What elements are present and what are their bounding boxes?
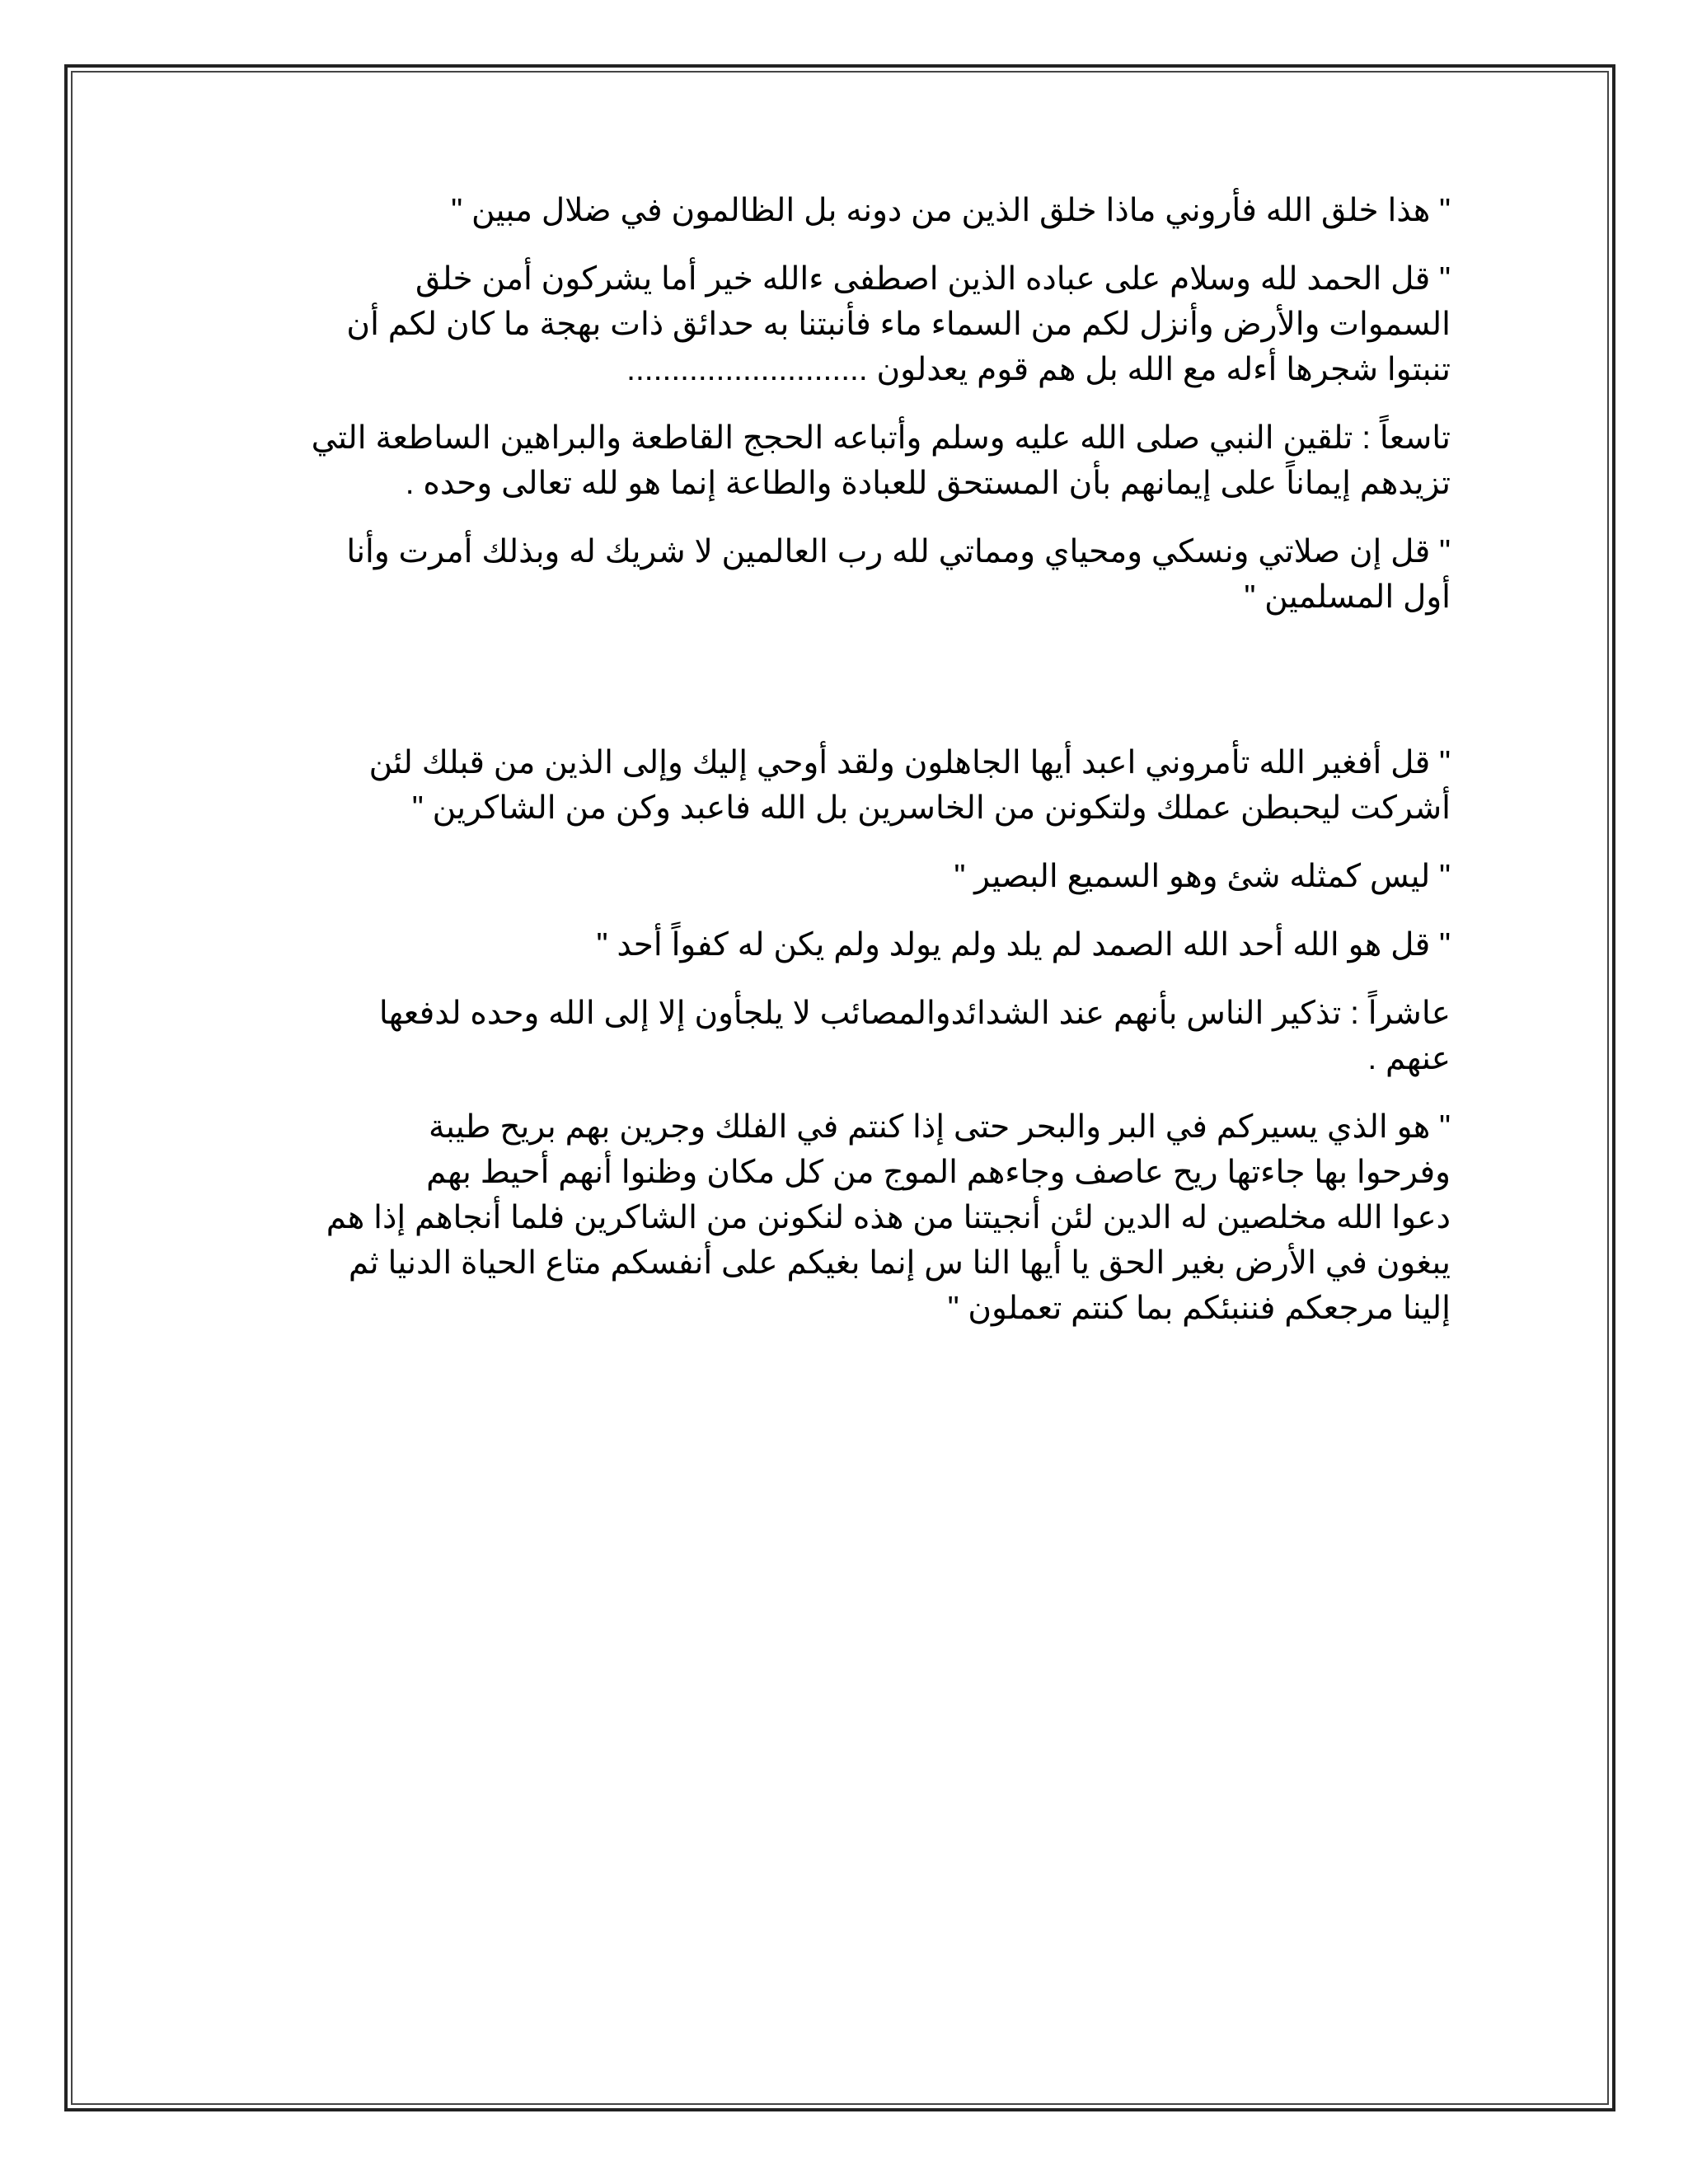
text-line: عاشراً : تذكير الناس بأنهم عند الشدائدوالمصائب لا يلجأون إلا إلى الله وحده لدفعها (378, 996, 1451, 1031)
paragraph-quran-verse-7 (262, 1104, 1451, 1331)
paragraph-quran-verse-4 (262, 740, 1451, 831)
text-line: وفرحوا بها جاءتها ريح عاصف وجاءهم الموج من كل مكان وظنوا أنهم أحيط بهم (426, 1155, 1451, 1190)
paragraph-quran-verse-3 (262, 529, 1451, 620)
text-line: أشركت ليحبطن عملك ولتكونن من الخاسرين بل الله فاعبد وكن من الشاكرين " (411, 790, 1451, 826)
text-line: تنبتوا شجرها أءله مع الله بل هم قوم يعدلون ........................... (626, 352, 1451, 387)
text-line: تاسعاً : تلقين النبي صلى الله عليه وسلم وأتباعه الحجج القاطعة والبراهين الساطعة التي (311, 420, 1451, 456)
text-line: إلينا مرجعكم فننبئكم بما كنتم تعملون " (947, 1291, 1451, 1326)
text-line: أول المسلمين " (1244, 579, 1451, 615)
document-body (262, 188, 1451, 1354)
text-line: " قل أفغير الله تأمروني اعبد أيها الجاهلون ولقد أوحي إليك وإلى الذين من قبلك لئن (368, 745, 1451, 780)
text-line: السموات والأرض وأنزل لكم من السماء ماء فأنبتنا به حدائق ذات بهجة ما كان لكم أن (346, 307, 1451, 342)
paragraph-quran-verse-2 (262, 256, 1451, 392)
blank-spacer (262, 643, 1451, 740)
text-line: دعوا الله مخلصين له الدين لئن أنجيتنا من هذه لنكونن من الشاكرين فلما أنجاهم إذا هم (326, 1200, 1451, 1235)
text-line: " هذا خلق الله فأروني ماذا خلق الذين من دونه بل الظالمون في ضلال مبين " (451, 193, 1451, 228)
text-line: يبغون في الأرض بغير الحق يا أيها النا س إنما بغيكم على أنفسكم متاع الحياة الدنيا ثم (348, 1245, 1451, 1281)
text-line: " قل الحمد لله وسلام على عباده الذين اصطفى ءالله خير أما يشركون أمن خلق (415, 261, 1451, 297)
text-line: " قل إن صلاتي ونسكي ومحياي ومماتي لله رب العالمين لا شريك له وبذلك أمرت وأنا (346, 534, 1451, 569)
paragraph-quran-verse-5 (262, 854, 1451, 899)
text-line: " قل هو الله أحد الله الصمد لم يلد ولم يولد ولم يكن له كفواً أحد " (596, 927, 1451, 963)
text-line: عنهم . (1367, 1041, 1451, 1076)
paragraph-quran-verse-1 (262, 188, 1451, 233)
text-line: " هو الذي يسيركم في البر والبحر حتى إذا كنتم في الفلك وجرين بهم بريح طيبة (429, 1109, 1451, 1145)
paragraph-quran-verse-6 (262, 922, 1451, 968)
paragraph-point-tenth (262, 991, 1451, 1081)
text-line: " ليس كمثله شئ وهو السميع البصير " (954, 859, 1451, 894)
text-line: تزيدهم إيماناً على إيمانهم بأن المستحق للعبادة والطاعة إنما هو لله تعالى وحده . (405, 466, 1451, 501)
paragraph-point-ninth (262, 415, 1451, 506)
